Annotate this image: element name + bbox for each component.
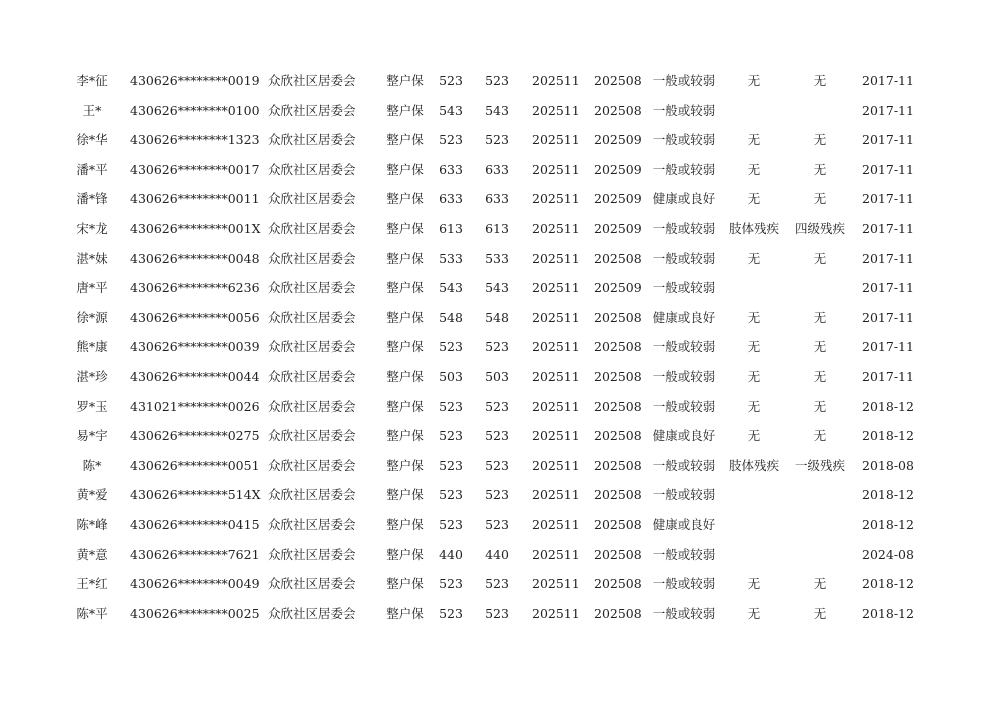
- community-cell: 众欣社区居委会: [268, 369, 356, 384]
- issue-month-cell: 202511: [532, 102, 580, 118]
- amount-cell: 543: [485, 102, 509, 118]
- start-month-cell: 202508: [594, 339, 642, 355]
- date-cell: 2017-11: [862, 280, 914, 296]
- start-month-cell: 202508: [594, 369, 642, 384]
- disability-level-cell: 无: [813, 73, 827, 88]
- amount-cell: 523: [485, 398, 509, 414]
- table-row: [0, 599, 1000, 628]
- assistance-type-cell: 整户保: [386, 576, 424, 592]
- table-row: [0, 244, 1000, 273]
- amount-cell: 613: [485, 221, 509, 236]
- id-number-cell: 430626********7621: [130, 546, 260, 562]
- table-row: [0, 451, 1000, 480]
- health-status-cell: 一般或较弱: [652, 546, 716, 562]
- start-month-cell: 202509: [594, 132, 642, 148]
- name-cell: 宋*龙: [76, 221, 108, 236]
- community-cell: 众欣社区居委会: [268, 457, 356, 473]
- id-number-cell: 430626********0025: [130, 605, 260, 621]
- issue-month-cell: 202511: [532, 428, 580, 444]
- amount-cell: 613: [439, 221, 463, 236]
- community-cell: 众欣社区居委会: [268, 398, 356, 414]
- amount-cell: 523: [439, 517, 463, 532]
- issue-month-cell: 202511: [532, 221, 580, 236]
- amount-cell: 523: [439, 398, 463, 414]
- name-cell: 陈*峰: [76, 517, 108, 532]
- health-status-cell: 一般或较弱: [652, 102, 716, 118]
- disability-level-cell: 无: [813, 369, 827, 384]
- date-cell: 2024-08: [862, 546, 914, 562]
- disability-level-cell: [790, 273, 850, 302]
- start-month-cell: 202509: [594, 280, 642, 296]
- name-cell: 潘*锋: [76, 191, 108, 207]
- amount-cell: 543: [439, 102, 463, 118]
- community-cell: 众欣社区居委会: [268, 280, 356, 296]
- assistance-type-cell: 整户保: [386, 132, 424, 148]
- date-cell: 2017-11: [862, 339, 914, 355]
- table-row: [0, 332, 1000, 361]
- disability-type-cell: [724, 480, 784, 509]
- issue-month-cell: 202511: [532, 309, 580, 325]
- community-cell: 众欣社区居委会: [268, 428, 356, 444]
- community-cell: 众欣社区居委会: [268, 161, 356, 177]
- health-status-cell: 健康或良好: [652, 428, 716, 444]
- amount-cell: 523: [485, 487, 509, 503]
- name-cell: 李*征: [76, 73, 108, 88]
- table-row: [0, 510, 1000, 539]
- community-cell: 众欣社区居委会: [268, 191, 356, 207]
- id-number-cell: 430626********0019: [130, 73, 260, 88]
- disability-level-cell: 无: [813, 309, 827, 325]
- name-cell: 潘*平: [76, 161, 108, 177]
- disability-level-cell: 四级残疾: [794, 221, 845, 236]
- amount-cell: 523: [439, 487, 463, 503]
- assistance-type-cell: 整户保: [386, 309, 424, 325]
- disability-type-cell: [724, 273, 784, 302]
- disability-type-cell: [724, 96, 784, 125]
- table-row: [0, 184, 1000, 213]
- table-row: [0, 540, 1000, 569]
- disability-type-cell: 无: [747, 132, 761, 148]
- assistance-type-cell: 整户保: [386, 605, 424, 621]
- amount-cell: 523: [485, 605, 509, 621]
- assistance-type-cell: 整户保: [386, 250, 424, 266]
- community-cell: 众欣社区居委会: [268, 250, 356, 266]
- table-row: [0, 214, 1000, 243]
- amount-cell: 633: [485, 191, 509, 207]
- amount-cell: 523: [439, 73, 463, 88]
- id-number-cell: 430626********001X: [130, 221, 261, 236]
- amount-cell: 543: [485, 280, 509, 296]
- issue-month-cell: 202511: [532, 161, 580, 177]
- disability-type-cell: 无: [747, 398, 761, 414]
- id-number-cell: 430626********0039: [130, 339, 260, 355]
- health-status-cell: 一般或较弱: [652, 73, 716, 88]
- name-cell: 罗*玉: [76, 398, 108, 414]
- issue-month-cell: 202511: [532, 605, 580, 621]
- date-cell: 2017-11: [862, 191, 914, 207]
- health-status-cell: 一般或较弱: [652, 576, 716, 592]
- name-cell: 王*红: [76, 576, 108, 592]
- assistance-type-cell: 整户保: [386, 280, 424, 296]
- community-cell: 众欣社区居委会: [268, 546, 356, 562]
- start-month-cell: 202508: [594, 428, 642, 444]
- issue-month-cell: 202511: [532, 398, 580, 414]
- id-number-cell: 430626********0415: [130, 517, 260, 532]
- health-status-cell: 一般或较弱: [652, 221, 716, 236]
- disability-level-cell: 无: [813, 428, 827, 444]
- disability-level-cell: 无: [813, 250, 827, 266]
- assistance-type-cell: 整户保: [386, 73, 424, 88]
- amount-cell: 523: [485, 132, 509, 148]
- name-cell: 徐*源: [76, 309, 108, 325]
- community-cell: 众欣社区居委会: [268, 102, 356, 118]
- amount-cell: 633: [439, 161, 463, 177]
- date-cell: 2018-12: [862, 517, 914, 532]
- table-row: [0, 273, 1000, 302]
- issue-month-cell: 202511: [532, 546, 580, 562]
- table-row: [0, 480, 1000, 509]
- start-month-cell: 202508: [594, 250, 642, 266]
- date-cell: 2018-12: [862, 398, 914, 414]
- community-cell: 众欣社区居委会: [268, 517, 356, 532]
- id-number-cell: 431021********0026: [130, 398, 260, 414]
- amount-cell: 523: [439, 132, 463, 148]
- amount-cell: 543: [439, 280, 463, 296]
- id-number-cell: 430626********0048: [130, 250, 260, 266]
- start-month-cell: 202509: [594, 191, 642, 207]
- issue-month-cell: 202511: [532, 280, 580, 296]
- date-cell: 2018-12: [862, 487, 914, 503]
- start-month-cell: 202509: [594, 161, 642, 177]
- table-row: [0, 66, 1000, 95]
- start-month-cell: 202508: [594, 605, 642, 621]
- health-status-cell: 健康或良好: [652, 191, 716, 207]
- assistance-type-cell: 整户保: [386, 161, 424, 177]
- amount-cell: 503: [485, 369, 509, 384]
- disability-level-cell: 无: [813, 605, 827, 621]
- community-cell: 众欣社区居委会: [268, 339, 356, 355]
- name-cell: 湛*珍: [76, 369, 108, 384]
- date-cell: 2017-11: [862, 73, 914, 88]
- assistance-type-cell: 整户保: [386, 102, 424, 118]
- date-cell: 2017-11: [862, 309, 914, 325]
- id-number-cell: 430626********6236: [130, 280, 260, 296]
- amount-cell: 523: [485, 73, 509, 88]
- table-row: [0, 155, 1000, 184]
- amount-cell: 633: [485, 161, 509, 177]
- health-status-cell: 一般或较弱: [652, 132, 716, 148]
- health-status-cell: 一般或较弱: [652, 161, 716, 177]
- disability-level-cell: [790, 510, 850, 539]
- disability-level-cell: 无: [813, 339, 827, 355]
- assistance-type-cell: 整户保: [386, 221, 424, 236]
- id-number-cell: 430626********1323: [130, 132, 260, 148]
- name-cell: 王*: [82, 102, 102, 118]
- disability-level-cell: [790, 96, 850, 125]
- disability-type-cell: 无: [747, 339, 761, 355]
- name-cell: 唐*平: [76, 280, 108, 296]
- start-month-cell: 202508: [594, 546, 642, 562]
- name-cell: 黄*爱: [76, 487, 108, 503]
- amount-cell: 548: [485, 309, 509, 325]
- issue-month-cell: 202511: [532, 73, 580, 88]
- health-status-cell: 一般或较弱: [652, 398, 716, 414]
- start-month-cell: 202508: [594, 309, 642, 325]
- id-number-cell: 430626********514X: [130, 487, 261, 503]
- start-month-cell: 202508: [594, 517, 642, 532]
- amount-cell: 633: [439, 191, 463, 207]
- table-row: [0, 362, 1000, 391]
- disability-type-cell: 无: [747, 428, 761, 444]
- issue-month-cell: 202511: [532, 339, 580, 355]
- assistance-type-cell: 整户保: [386, 191, 424, 207]
- disability-type-cell: 无: [747, 161, 761, 177]
- amount-cell: 533: [485, 250, 509, 266]
- date-cell: 2018-08: [862, 457, 914, 473]
- table-row: [0, 421, 1000, 450]
- issue-month-cell: 202511: [532, 457, 580, 473]
- assistance-type-cell: 整户保: [386, 339, 424, 355]
- start-month-cell: 202508: [594, 102, 642, 118]
- start-month-cell: 202508: [594, 73, 642, 88]
- disability-type-cell: 无: [747, 73, 761, 88]
- issue-month-cell: 202511: [532, 369, 580, 384]
- date-cell: 2018-12: [862, 428, 914, 444]
- start-month-cell: 202509: [594, 221, 642, 236]
- disability-level-cell: 无: [813, 398, 827, 414]
- disability-type-cell: 无: [747, 191, 761, 207]
- health-status-cell: 一般或较弱: [652, 487, 716, 503]
- date-cell: 2018-12: [862, 576, 914, 592]
- health-status-cell: 一般或较弱: [652, 369, 716, 384]
- id-number-cell: 430626********0051: [130, 457, 260, 473]
- disability-type-cell: [724, 510, 784, 539]
- health-status-cell: 一般或较弱: [652, 250, 716, 266]
- disability-level-cell: [790, 480, 850, 509]
- disability-type-cell: 无: [747, 250, 761, 266]
- health-status-cell: 健康或良好: [652, 309, 716, 325]
- id-number-cell: 430626********0049: [130, 576, 260, 592]
- disability-level-cell: 一级残疾: [794, 457, 845, 473]
- assistance-type-cell: 整户保: [386, 457, 424, 473]
- community-cell: 众欣社区居委会: [268, 487, 356, 503]
- community-cell: 众欣社区居委会: [268, 576, 356, 592]
- name-cell: 易*宇: [76, 428, 108, 444]
- amount-cell: 523: [439, 457, 463, 473]
- date-cell: 2017-11: [862, 161, 914, 177]
- amount-cell: 503: [439, 369, 463, 384]
- amount-cell: 523: [485, 517, 509, 532]
- disability-type-cell: 无: [747, 369, 761, 384]
- assistance-type-cell: 整户保: [386, 369, 424, 384]
- health-status-cell: 一般或较弱: [652, 605, 716, 621]
- id-number-cell: 430626********0100: [130, 102, 260, 118]
- community-cell: 众欣社区居委会: [268, 73, 356, 88]
- table-row: [0, 392, 1000, 421]
- amount-cell: 523: [439, 605, 463, 621]
- amount-cell: 523: [485, 428, 509, 444]
- amount-cell: 523: [485, 457, 509, 473]
- disability-type-cell: 无: [747, 605, 761, 621]
- date-cell: 2017-11: [862, 102, 914, 118]
- assistance-type-cell: 整户保: [386, 398, 424, 414]
- disability-level-cell: 无: [813, 191, 827, 207]
- start-month-cell: 202508: [594, 576, 642, 592]
- health-status-cell: 健康或良好: [652, 517, 716, 532]
- amount-cell: 440: [485, 546, 509, 562]
- issue-month-cell: 202511: [532, 250, 580, 266]
- disability-type-cell: 肢体残疾: [728, 221, 779, 236]
- date-cell: 2017-11: [862, 250, 914, 266]
- date-cell: 2017-11: [862, 369, 914, 384]
- health-status-cell: 一般或较弱: [652, 339, 716, 355]
- issue-month-cell: 202511: [532, 132, 580, 148]
- id-number-cell: 430626********0011: [130, 191, 260, 207]
- name-cell: 熊*康: [76, 339, 108, 355]
- community-cell: 众欣社区居委会: [268, 132, 356, 148]
- disability-level-cell: 无: [813, 576, 827, 592]
- issue-month-cell: 202511: [532, 517, 580, 532]
- name-cell: 黄*意: [76, 546, 108, 562]
- health-status-cell: 一般或较弱: [652, 457, 716, 473]
- amount-cell: 523: [439, 339, 463, 355]
- amount-cell: 440: [439, 546, 463, 562]
- amount-cell: 523: [439, 576, 463, 592]
- community-cell: 众欣社区居委会: [268, 221, 356, 236]
- table-row: [0, 569, 1000, 598]
- name-cell: 湛*妹: [76, 250, 108, 266]
- date-cell: 2018-12: [862, 605, 914, 621]
- disability-type-cell: 无: [747, 576, 761, 592]
- amount-cell: 523: [485, 576, 509, 592]
- disability-type-cell: 无: [747, 309, 761, 325]
- start-month-cell: 202508: [594, 457, 642, 473]
- amount-cell: 523: [485, 339, 509, 355]
- start-month-cell: 202508: [594, 487, 642, 503]
- id-number-cell: 430626********0044: [130, 369, 260, 384]
- community-cell: 众欣社区居委会: [268, 605, 356, 621]
- amount-cell: 533: [439, 250, 463, 266]
- table-row: [0, 96, 1000, 125]
- issue-month-cell: 202511: [532, 487, 580, 503]
- disability-level-cell: 无: [813, 132, 827, 148]
- date-cell: 2017-11: [862, 221, 914, 236]
- name-cell: 陈*: [82, 457, 102, 473]
- issue-month-cell: 202511: [532, 576, 580, 592]
- issue-month-cell: 202511: [532, 191, 580, 207]
- table-row: [0, 125, 1000, 154]
- disability-level-cell: 无: [813, 161, 827, 177]
- name-cell: 陈*平: [76, 605, 108, 621]
- health-status-cell: 一般或较弱: [652, 280, 716, 296]
- disability-type-cell: 肢体残疾: [728, 457, 779, 473]
- disability-level-cell: [790, 540, 850, 569]
- id-number-cell: 430626********0017: [130, 161, 260, 177]
- disability-type-cell: [724, 540, 784, 569]
- assistance-type-cell: 整户保: [386, 546, 424, 562]
- start-month-cell: 202508: [594, 398, 642, 414]
- assistance-type-cell: 整户保: [386, 487, 424, 503]
- id-number-cell: 430626********0275: [130, 428, 260, 444]
- date-cell: 2017-11: [862, 132, 914, 148]
- table-row: [0, 303, 1000, 332]
- community-cell: 众欣社区居委会: [268, 309, 356, 325]
- name-cell: 徐*华: [76, 132, 108, 148]
- assistance-type-cell: 整户保: [386, 517, 424, 532]
- assistance-type-cell: 整户保: [386, 428, 424, 444]
- amount-cell: 523: [439, 428, 463, 444]
- id-number-cell: 430626********0056: [130, 309, 260, 325]
- amount-cell: 548: [439, 309, 463, 325]
